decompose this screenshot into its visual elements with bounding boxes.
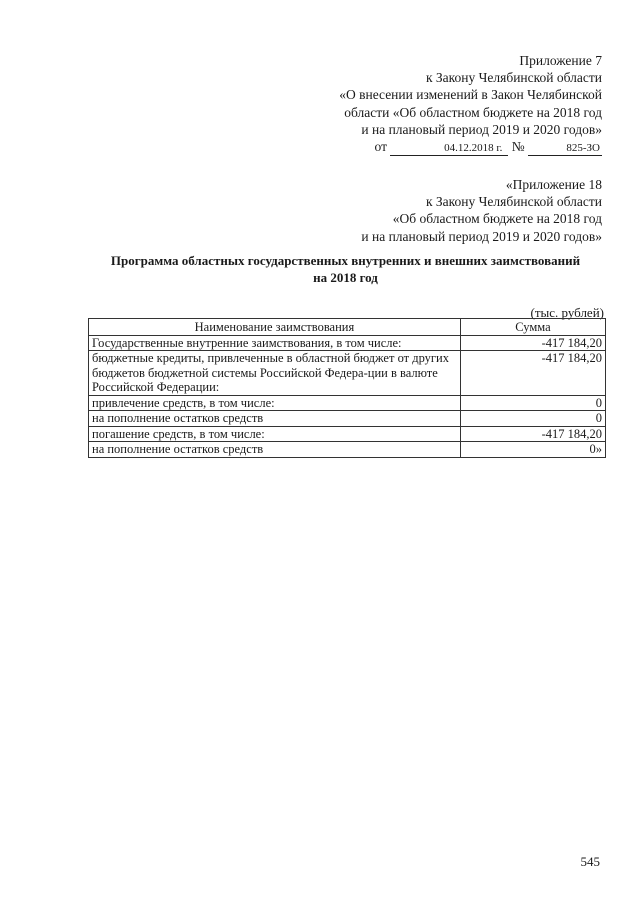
- row-name: привлечение средств, в том числе:: [89, 395, 461, 411]
- document-title: [88, 253, 603, 286]
- row-sum: -417 184,20: [460, 426, 605, 442]
- table-row: [89, 395, 606, 411]
- table-row: [89, 411, 606, 427]
- original-appendix-law-name-2: и на плановый период 2019 и 2020 годов»: [361, 228, 602, 244]
- original-appendix-title: «Приложение 18: [505, 177, 602, 192]
- row-name: на пополнение остатков средств: [89, 442, 461, 458]
- header-name: Наименование заимствования: [89, 319, 461, 336]
- appendix-law-ref: к Закону Челябинской области: [425, 70, 602, 86]
- date-prefix: от: [374, 139, 387, 155]
- row-sum: -417 184,20: [460, 335, 605, 351]
- original-appendix-header: [361, 176, 602, 245]
- table-row: [89, 442, 606, 458]
- appendix-law-name-1: «О внесении изменений в Закон Челябинской: [339, 87, 602, 103]
- number-prefix: №: [511, 139, 525, 155]
- appendix-header: [339, 52, 602, 156]
- row-sum: 0»: [460, 442, 605, 458]
- table-row: [89, 426, 606, 442]
- row-sum: -417 184,20: [460, 351, 605, 396]
- page-number: 545: [580, 854, 600, 869]
- header-sum: Сумма: [460, 319, 605, 336]
- original-appendix-law-name-1: «Об областном бюджете на 2018 год: [392, 211, 602, 227]
- borrowings-table: [88, 318, 606, 458]
- row-name: на пополнение остатков средств: [89, 411, 461, 427]
- row-name: Государственные внутренние заимствования, в том числе:: [89, 335, 461, 351]
- appendix-law-name-3: и на плановый период 2019 и 2020 годов»: [361, 121, 602, 137]
- document-title-line-1: Программа областных государственных внутренних и внешних заимствований: [110, 253, 581, 268]
- table-row: [89, 351, 606, 396]
- appendix-law-name-2: области «Об областном бюджете на 2018 год: [344, 104, 602, 120]
- row-name: бюджетные кредиты, привлеченные в областной бюджет от других бюджетов бюджетной системы Российской Федера-ции в валюте Российской Федерации:: [89, 351, 461, 396]
- date-value: 04.12.2018 г.: [390, 141, 508, 156]
- row-sum: 0: [460, 411, 605, 427]
- table-row: [89, 335, 606, 351]
- document-title-line-2: на 2018 год: [313, 269, 378, 285]
- date-number-line: [339, 138, 602, 156]
- row-sum: 0: [460, 395, 605, 411]
- original-appendix-law-ref: к Закону Челябинской области: [425, 194, 602, 210]
- table-header-row: [89, 319, 606, 336]
- row-name: погашение средств, в том числе:: [89, 426, 461, 442]
- units-label: (тыс. рублей): [530, 305, 604, 320]
- number-value: 825-ЗО: [528, 141, 602, 156]
- appendix-title: Приложение 7: [519, 53, 602, 68]
